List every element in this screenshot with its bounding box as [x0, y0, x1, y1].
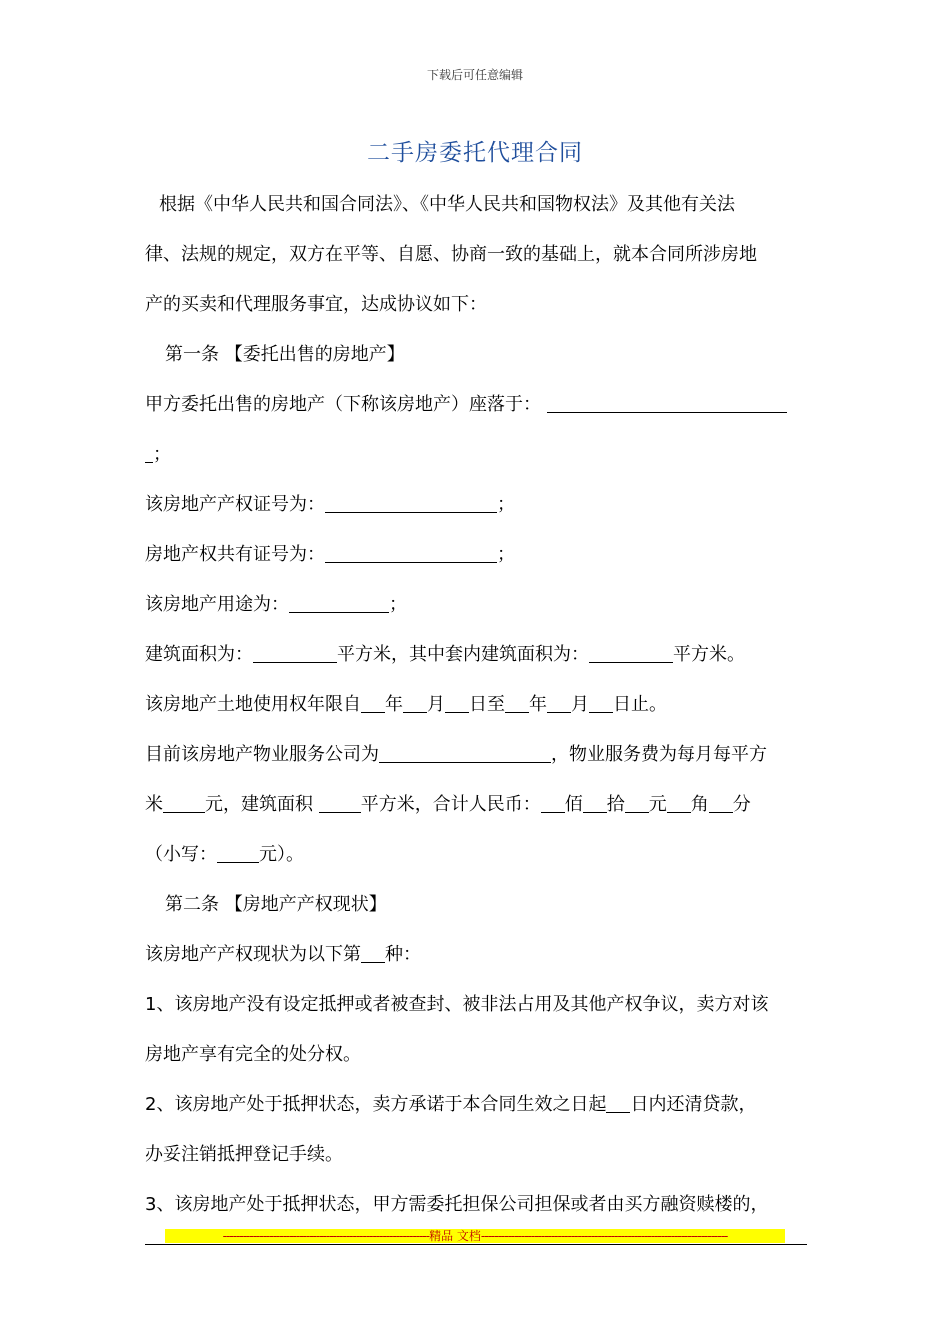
text: 角 [690, 794, 709, 815]
text: 年 [385, 694, 403, 715]
blank [625, 794, 649, 813]
blank [667, 794, 691, 813]
area-blank [253, 644, 337, 663]
blank [163, 794, 205, 813]
semicolon: ； [497, 494, 515, 515]
property-location-line-end [145, 430, 807, 480]
blank [589, 694, 613, 713]
footer-rule [145, 1244, 807, 1245]
blank [547, 694, 571, 713]
text: 元，建筑面积 [205, 794, 319, 815]
text: 元）。 [259, 844, 304, 865]
property-service-label: 目前该房地产物业服务公司为 [145, 744, 379, 765]
land-term-line [145, 680, 807, 730]
blank [319, 794, 361, 813]
usage-line [145, 580, 807, 630]
text: （小写： [145, 844, 217, 865]
text: 日止。 [613, 694, 667, 715]
blank [217, 844, 259, 863]
text: 佰 [564, 794, 583, 815]
property-service-blank [379, 744, 551, 763]
article-2-heading: 第二条 【房地产产权现状】 [165, 894, 387, 915]
title-cert-line [145, 480, 807, 530]
text: 拾 [606, 794, 625, 815]
unit-text: 平方米。 [673, 644, 745, 665]
blank [403, 694, 427, 713]
area-line [145, 630, 807, 680]
text: ，物业服务费为每月每平方 [551, 744, 767, 765]
text: 该房地产产权现状为以下第 [145, 944, 361, 965]
blank [541, 794, 565, 813]
text: 2、该房地产处于抵押状态，卖方承诺于本合同生效之日起 [145, 1094, 607, 1115]
blank [361, 944, 385, 963]
coowner-cert-label: 房地产权共有证号为： [145, 544, 325, 565]
text: 日内还清贷款， [630, 1094, 757, 1115]
intro-line-2: 律、法规的规定，双方在平等、自愿、协商一致的基础上，就本合同所涉房地 [145, 244, 757, 265]
title-cert-blank [325, 494, 497, 513]
blank [505, 694, 529, 713]
option-2-line-2: 办妥注销抵押登记手续。 [145, 1144, 343, 1165]
blank [361, 694, 385, 713]
blank [445, 694, 469, 713]
document-title: 二手房委托代理合同 [367, 140, 583, 166]
text: 米 [145, 794, 163, 815]
text: 种： [385, 944, 421, 965]
blank [709, 794, 733, 813]
option-2-line-1 [145, 1080, 807, 1130]
land-term-label: 该房地产土地使用权年限自 [145, 694, 361, 715]
text: 分 [732, 794, 751, 815]
article-1-heading: 第一条 【委托出售的房地产】 [165, 344, 405, 365]
footer-dashes-left: -------------------------------------------------------------- [222, 1229, 430, 1243]
semicolon: ； [497, 544, 515, 565]
area-label: 建筑面积为： [145, 644, 253, 665]
page-header: 下载后可任意编辑 [426, 68, 523, 82]
fee-line [145, 780, 807, 830]
text: 月 [427, 694, 445, 715]
coowner-cert-line [145, 530, 807, 580]
blank [606, 1094, 630, 1113]
footer-dashes-right: -------------------------------------------------------------------------- [480, 1229, 728, 1243]
footer-banner [165, 1229, 785, 1243]
footer-label: 精品 文档 [429, 1229, 481, 1243]
property-service-line [145, 730, 807, 780]
property-location-blank [547, 394, 787, 413]
coowner-cert-blank [325, 544, 497, 563]
text: 元 [648, 794, 667, 815]
option-1-line-2: 房地产享有完全的处分权。 [145, 1044, 361, 1065]
intro-line-1: 根据《中华人民共和国合同法》、《中华人民共和国物权法》及其他有关法 [159, 194, 735, 215]
text: 平方米，合计人民币： [360, 794, 541, 815]
text: 月 [571, 694, 589, 715]
title-cert-label: 该房地产产权证号为： [145, 494, 325, 515]
text: 日至 [469, 694, 505, 715]
contract-body [145, 180, 807, 1230]
usage-label: 该房地产用途为： [145, 594, 289, 615]
property-location-label: 甲方委托出售的房地产（下称该房地产）座落于： [145, 394, 541, 415]
property-location-line [145, 380, 807, 430]
text: 年 [529, 694, 547, 715]
inner-area-label: 平方米，其中套内建筑面积为： [337, 644, 589, 665]
semicolon: ； [389, 594, 407, 615]
fee-lowercase-line [145, 830, 807, 880]
property-location-blank-cont [145, 444, 153, 463]
option-1-line-1: 1、该房地产没有设定抵押或者被查封、被非法占用及其他产权争议，卖方对该 [145, 994, 769, 1015]
usage-blank [289, 594, 389, 613]
intro-line-3: 产的买卖和代理服务事宜，达成协议如下： [145, 294, 487, 315]
option-3-line-1: 3、该房地产处于抵押状态，甲方需委托担保公司担保或者由买方融资赎楼的， [145, 1194, 769, 1215]
semicolon: ； [153, 444, 171, 465]
inner-area-blank [589, 644, 673, 663]
status-line [145, 930, 807, 980]
blank [583, 794, 607, 813]
